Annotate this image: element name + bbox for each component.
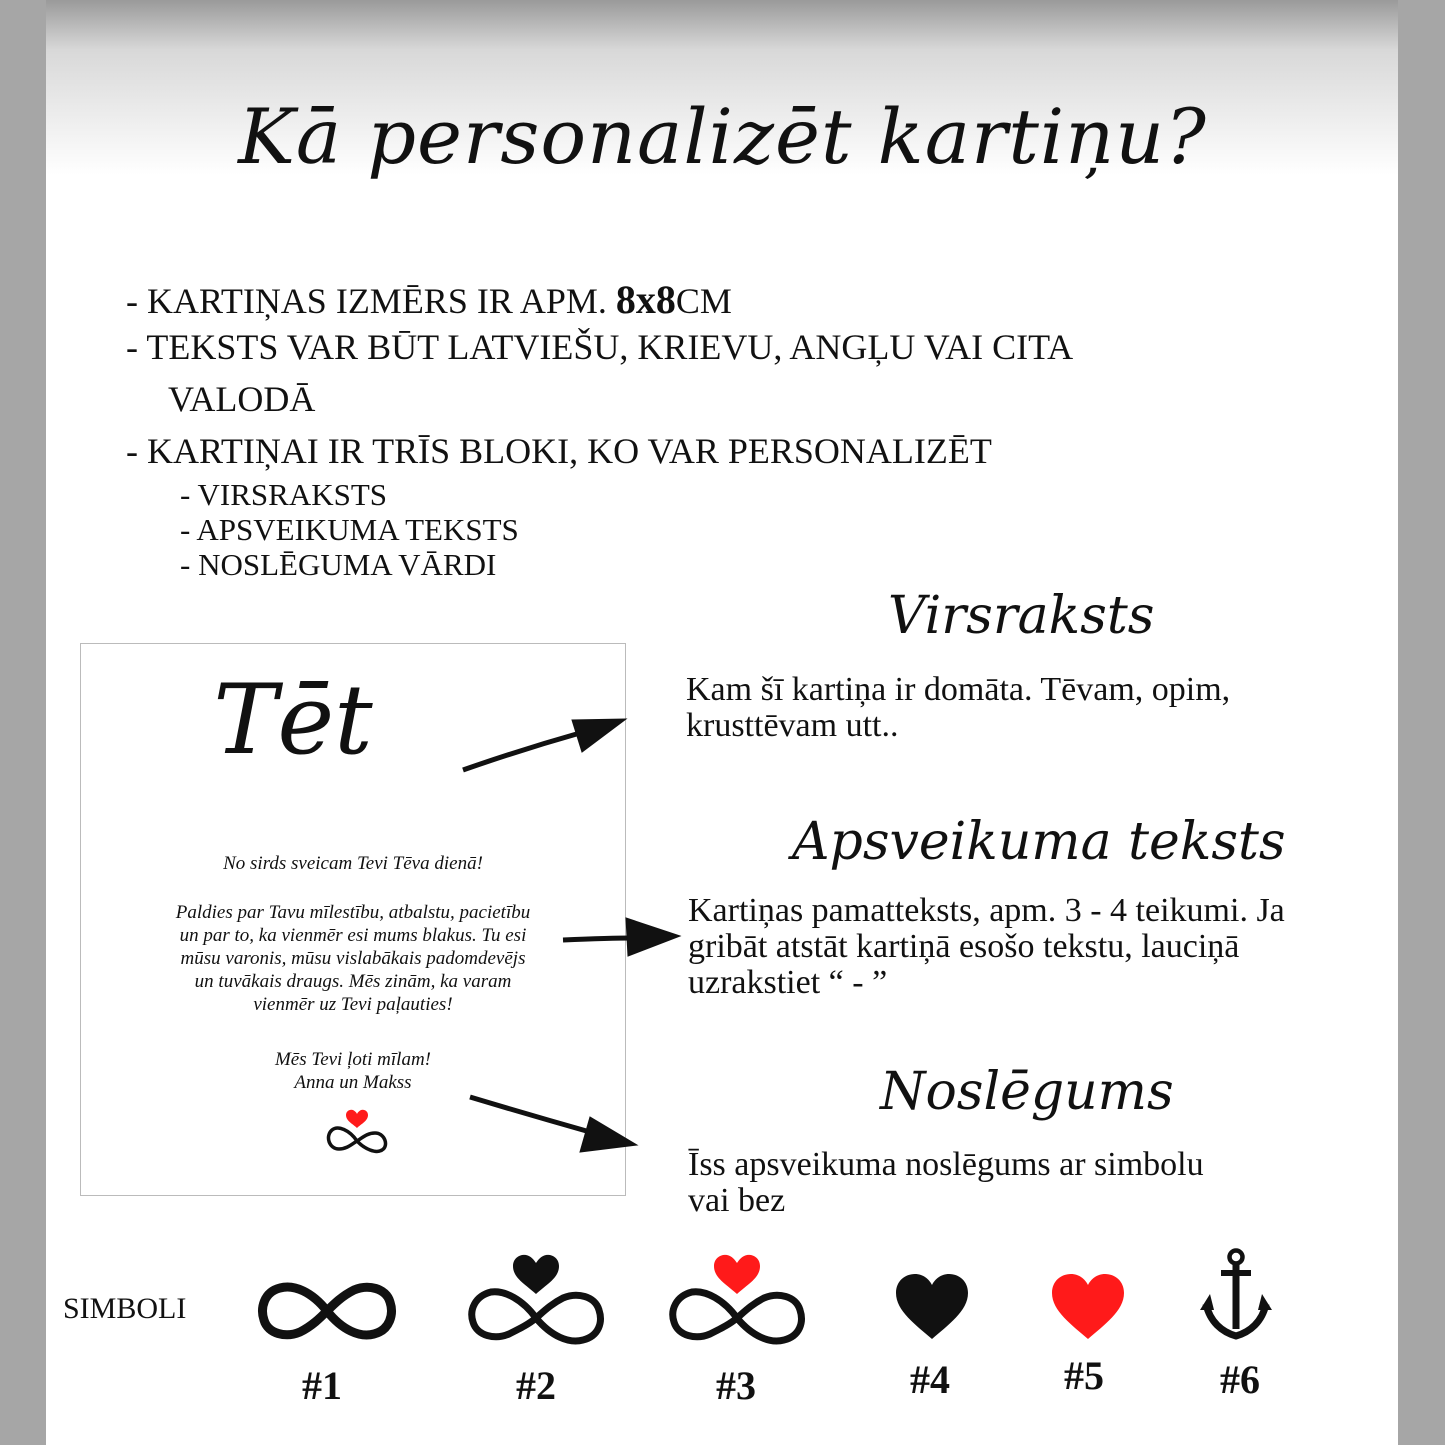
symbol-number: #6 — [1220, 1357, 1260, 1402]
arrow-to-header — [463, 719, 626, 770]
symbol-number: #1 — [302, 1363, 342, 1408]
card-closing-line: Mēs Tevi ļoti mīlam! — [274, 1049, 432, 1070]
sub-item-header: - VIRSRAKSTS — [180, 477, 388, 512]
red-heart-icon — [1050, 1273, 1126, 1341]
card-closing-line: Anna un Makss — [294, 1072, 412, 1093]
card-body-line: Paldies par Tavu mīlestību, atbalstu, pacietību — [175, 902, 531, 923]
infinity-black-heart-icon — [465, 1252, 607, 1346]
description-line: vai bez — [688, 1182, 786, 1219]
description-line: krusttēvam utt.. — [686, 707, 899, 744]
card-title: Tēt — [213, 664, 373, 776]
arrow-to-greeting — [563, 918, 680, 956]
closing-section-title: Noslēgums — [880, 1062, 1174, 1122]
size-text: - KARTIŅAS IZMĒRS IR APM. — [126, 281, 616, 321]
description-line: Īss apsveikuma noslēgums ar simbolu — [688, 1146, 1204, 1183]
symbol-number: #4 — [910, 1357, 950, 1402]
closing-section-description — [688, 1147, 1204, 1219]
sub-item-greeting: - APSVEIKUMA TEKSTS — [180, 512, 519, 547]
size-unit: CM — [675, 281, 732, 321]
card-body-line: vienmēr uz Tevi paļauties! — [253, 994, 453, 1015]
anchor-icon — [1200, 1248, 1272, 1342]
sub-item-closing: - NOSLĒGUMA VĀRDI — [180, 547, 497, 582]
description-line: Kam šī kartiņa ir domāta. Tēvam, opim, — [686, 671, 1231, 708]
description-line: gribāt atstāt kartiņā esošo tekstu, lauciņā — [688, 928, 1240, 965]
card-body-line: un tuvākais draugs. Mēs zinām, ka varam — [194, 971, 512, 992]
card-body-line: mūsu varonis, mūsu vislabākais padomdevējs — [180, 948, 526, 969]
symbol-number: #2 — [516, 1363, 556, 1408]
description-line: uzrakstiet “ - ” — [688, 964, 888, 1001]
greeting-section-description — [688, 893, 1285, 1001]
blocks-bullet: - KARTIŅAI IR TRĪS BLOKI, KO VAR PERSONALIZĒT — [126, 431, 992, 471]
black-heart-icon — [894, 1273, 970, 1341]
card-body-line: un par to, ka vienmēr esi mums blakus. Tu esi — [179, 925, 527, 946]
infinity-red-heart-icon — [666, 1252, 808, 1346]
symbol-number: #5 — [1064, 1353, 1104, 1398]
symbol-number: #3 — [716, 1363, 756, 1408]
header-section-title: Virsraksts — [888, 586, 1155, 646]
size-value: 8x8 — [615, 277, 676, 322]
symbols-label: SIMBOLI — [63, 1292, 187, 1325]
page-title: Kā personalizēt kartiņu? — [238, 92, 1207, 181]
infinity-icon — [256, 1278, 398, 1344]
greeting-section-title: Apsveikuma teksts — [792, 812, 1286, 872]
header-section-description — [686, 672, 1230, 744]
language-bullet: - TEKSTS VAR BŪT LATVIEŠU, KRIEVU, ANGĻU VAI CITA — [126, 327, 1074, 367]
language-bullet-continued: VALODĀ — [168, 379, 316, 419]
card-greeting: No sirds sveicam Tevi Tēva dienā! — [223, 853, 483, 874]
description-line: Kartiņas pamatteksts, apm. 3 - 4 teikumi. Ja — [688, 892, 1285, 929]
arrow-to-closing — [470, 1097, 637, 1152]
